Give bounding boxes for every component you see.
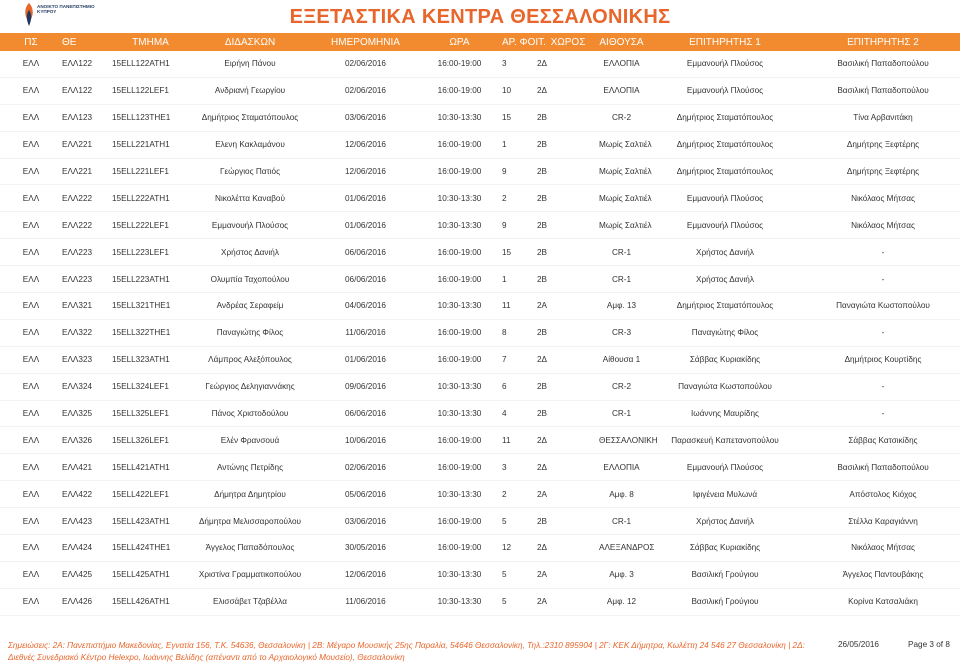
cell-location: 2Α xyxy=(537,597,548,607)
cell-module: ΕΛΛ324 xyxy=(62,382,93,392)
cell-time: 16:00-19:00 xyxy=(437,462,482,472)
cell-program: ΕΛΛ xyxy=(22,489,40,499)
cell-time: 16:00-19:00 xyxy=(437,140,482,150)
cell-module: ΕΛΛ421 xyxy=(62,462,93,472)
cell-section: 15ELL223LEF1 xyxy=(112,247,169,257)
cell-program: ΕΛΛ xyxy=(22,113,40,123)
cell-module: ΕΛΛ325 xyxy=(62,409,93,419)
cell-module: ΕΛΛ425 xyxy=(62,570,93,580)
cell-time: 10:30-13:30 xyxy=(437,113,482,123)
header-invigilator-1: ΕΠΙΤΗΡΗΤΗΣ 1 xyxy=(689,36,761,48)
cell-time: 16:00-19:00 xyxy=(437,543,482,553)
cell-section: 15ELL426ATH1 xyxy=(112,597,170,607)
cell-location: 2Δ xyxy=(537,462,548,472)
cell-module: ΕΛΛ123 xyxy=(62,113,93,123)
table-row xyxy=(0,185,960,212)
cell-students: 3 xyxy=(502,462,507,472)
cell-date: 02/06/2016 xyxy=(345,59,386,69)
cell-section: 15ELL326LEF1 xyxy=(112,435,169,445)
cell-module: ΕΛΛ222 xyxy=(62,220,93,230)
cell-program: ΕΛΛ xyxy=(22,516,40,526)
cell-invigilator-1: Βασιλική Γρούγιου xyxy=(691,597,759,607)
cell-program: ΕΛΛ xyxy=(22,86,40,96)
cell-invigilator-2: Παναγιώτα Κωστοπούλου xyxy=(836,301,930,311)
cell-invigilator-2: - xyxy=(881,328,885,338)
cell-section: 15ELL325LEF1 xyxy=(112,409,169,419)
cell-time: 10:30-13:30 xyxy=(437,382,482,392)
cell-date: 11/06/2016 xyxy=(345,597,386,607)
logo-text: ΑΝΟΙΚΤΟ ΠΑΝΕΠΙΣΤΗΜΙΟ ΚΥΠΡΟΥ xyxy=(37,4,95,15)
cell-date: 06/06/2016 xyxy=(345,274,386,284)
cell-section: 15ELL122LEF1 xyxy=(112,86,169,96)
table-row xyxy=(0,78,960,105)
cell-students: 11 xyxy=(502,435,511,445)
cell-date: 06/06/2016 xyxy=(345,247,386,257)
cell-time: 10:30-13:30 xyxy=(437,570,482,580)
cell-location: 2Β xyxy=(537,516,548,526)
cell-location: 2Β xyxy=(537,247,548,257)
cell-program: ΕΛΛ xyxy=(22,220,40,230)
cell-location: 2Β xyxy=(537,328,548,338)
cell-time: 10:30-13:30 xyxy=(437,597,482,607)
cell-section: 15ELL123THE1 xyxy=(112,113,171,123)
cell-students: 5 xyxy=(502,516,507,526)
cell-tutor: Χρήστος Δανιήλ xyxy=(221,247,279,257)
cell-tutor: Ελέν Φρανσουά xyxy=(220,435,280,445)
cell-invigilator-1: Σάββας Κυριακίδης xyxy=(689,543,761,553)
cell-location: 2Β xyxy=(537,113,548,123)
cell-students: 4 xyxy=(502,409,507,419)
cell-date: 05/06/2016 xyxy=(345,489,386,499)
cell-students: 15 xyxy=(502,247,512,257)
cell-module: ΕΛΛ221 xyxy=(62,167,93,176)
cell-room: Αμφ. 3 xyxy=(609,570,634,580)
cell-program: ΕΛΛ xyxy=(22,274,40,284)
cell-date: 11/06/2016 xyxy=(345,328,386,338)
cell-section: 15ELL322THE1 xyxy=(112,328,171,338)
cell-tutor: Ολυμπία Ταχοπούλου xyxy=(210,274,290,284)
cell-time: 16:00-19:00 xyxy=(437,516,482,526)
cell-date: 01/06/2016 xyxy=(345,193,386,203)
cell-invigilator-2: Βασιλική Παπαδοπούλου xyxy=(837,59,929,69)
cell-tutor: Πάνος Χριστοδούλου xyxy=(211,409,289,419)
cell-location: 2Α xyxy=(537,570,548,580)
cell-invigilator-1: Παρασκευή Καπετανοπούλου xyxy=(671,435,779,445)
cell-date: 12/06/2016 xyxy=(345,570,386,580)
cell-module: ΕΛΛ122 xyxy=(62,86,93,96)
table-row xyxy=(0,508,960,535)
cell-room: ΑΛΕΞΑΝΔΡΟΣ xyxy=(599,543,655,553)
cell-location: 2Β xyxy=(537,409,548,419)
cell-students: 2 xyxy=(502,193,507,203)
cell-program: ΕΛΛ xyxy=(22,301,40,311)
cell-tutor: Ειρήνη Πάνου xyxy=(224,59,276,69)
cell-tutor: Ελενη Κακλαμάνου xyxy=(215,140,285,150)
cell-room: Αίθουσα 1 xyxy=(602,355,641,365)
table-row xyxy=(0,427,960,454)
cell-program: ΕΛΛ xyxy=(22,409,40,419)
cell-module: ΕΛΛ422 xyxy=(62,489,93,499)
cell-invigilator-1: Εμμανουήλ Πλούσος xyxy=(686,86,764,96)
cell-program: ΕΛΛ xyxy=(22,435,40,445)
cell-tutor: Χριστίνα Γραμματικοπούλου xyxy=(198,570,302,580)
cell-module: ΕΛΛ221 xyxy=(62,140,93,150)
table-row xyxy=(0,589,960,616)
cell-invigilator-2: Άγγελος Παντουβάκης xyxy=(842,570,924,580)
cell-program: ΕΛΛ xyxy=(22,462,40,472)
cell-program: ΕΛΛ xyxy=(22,59,40,69)
cell-room: CR-1 xyxy=(611,516,632,526)
table-row xyxy=(0,481,960,508)
cell-date: 30/05/2016 xyxy=(345,543,386,553)
cell-tutor: Νικολέττα Καναβού xyxy=(215,193,285,203)
cell-location: 2Β xyxy=(537,167,548,176)
cell-tutor: Αντώνης Πετρίδης xyxy=(216,462,284,472)
cell-tutor: Ανδρέας Σεραφείμ xyxy=(216,301,284,311)
header-section: ΤΜΗΜΑ xyxy=(132,36,169,48)
cell-invigilator-2: Νικόλαος Μήτσας xyxy=(851,220,915,230)
cell-module: ΕΛΛ326 xyxy=(62,435,93,445)
cell-room: CR-1 xyxy=(611,247,632,257)
cell-invigilator-2: Δημήτρης Ξεφτέρης xyxy=(846,167,920,176)
header-students: ΑΡ. ΦΟΙΤ. xyxy=(502,36,546,48)
header-date: ΗΜΕΡΟΜΗΝΙΑ xyxy=(331,36,400,48)
cell-invigilator-1: Εμμανουήλ Πλούσος xyxy=(686,193,764,203)
cell-module: ΕΛΛ223 xyxy=(62,274,93,284)
cell-room: ΘΕΣΣΑΛΟΝΙΚΗ xyxy=(599,435,658,445)
cell-program: ΕΛΛ xyxy=(22,247,40,257)
cell-tutor: Ανδριανή Γεωργίου xyxy=(214,86,286,96)
cell-invigilator-2: Κορίνα Κατσαλιάκη xyxy=(848,597,918,607)
cell-date: 04/06/2016 xyxy=(345,301,386,311)
cell-invigilator-1: Δημήτριος Σταματόπουλος xyxy=(676,140,774,150)
cell-module: ΕΛΛ322 xyxy=(62,328,93,338)
page-number: Page 3 of 8 xyxy=(908,640,950,649)
cell-students: 15 xyxy=(502,113,512,123)
cell-location: 2Δ xyxy=(537,543,548,553)
cell-module: ΕΛΛ426 xyxy=(62,597,93,607)
cell-program: ΕΛΛ xyxy=(22,570,40,580)
cell-invigilator-2: Σάββας Κατσικίδης xyxy=(848,435,918,445)
cell-time: 16:00-19:00 xyxy=(437,167,482,176)
header-tutor: ΔΙΔΑΣΚΩΝ xyxy=(224,36,276,48)
cell-program: ΕΛΛ xyxy=(22,140,40,150)
cell-room: Μωρίς Σαλτιέλ xyxy=(599,167,652,176)
cell-section: 15ELL421ATH1 xyxy=(112,462,170,472)
cell-invigilator-2: Νικόλαος Μήτσας xyxy=(851,543,915,553)
table-row xyxy=(0,159,960,186)
header-time: ΩΡΑ xyxy=(449,36,470,48)
cell-invigilator-2: Δημήτρης Ξεφτέρης xyxy=(846,140,920,150)
cell-program: ΕΛΛ xyxy=(22,193,40,203)
cell-date: 02/06/2016 xyxy=(345,462,386,472)
cell-program: ΕΛΛ xyxy=(22,355,40,365)
cell-time: 16:00-19:00 xyxy=(437,86,482,96)
cell-time: 16:00-19:00 xyxy=(437,435,482,445)
cell-room: ΕΛΛΟΠΙΑ xyxy=(603,86,640,96)
table-row xyxy=(0,535,960,562)
cell-invigilator-1: Ιωάννης Μαυρίδης xyxy=(691,409,759,419)
cell-room: Αμφ. 8 xyxy=(609,489,634,499)
footer-notes xyxy=(8,640,808,664)
cell-invigilator-1: Βασιλική Γρούγιου xyxy=(691,570,759,580)
cell-location: 2Α xyxy=(537,301,548,311)
cell-students: 8 xyxy=(502,328,507,338)
cell-invigilator-1: Παναγιώτα Κωστοπούλου xyxy=(678,382,772,392)
table-row xyxy=(0,239,960,266)
cell-date: 10/06/2016 xyxy=(345,435,386,445)
cell-invigilator-1: Δημήτριος Σταματόπουλος xyxy=(676,167,774,176)
cell-location: 2Δ xyxy=(537,435,548,445)
cell-date: 06/06/2016 xyxy=(345,409,386,419)
cell-room: CR-3 xyxy=(611,328,632,338)
table-row xyxy=(0,562,960,589)
cell-location: 2Β xyxy=(537,193,548,203)
cell-module: ΕΛΛ424 xyxy=(62,543,93,553)
cell-room: CR-2 xyxy=(611,113,632,123)
cell-room: Μωρίς Σαλτιέλ xyxy=(599,140,652,150)
cell-time: 10:30-13:30 xyxy=(437,301,482,311)
footer-notes-line-1: Σημειώσεις: 2Α: Πανεπιστήμιο Μακεδονίας, Εγνατία 156, Τ.Κ. 54636, Θεσσαλονίκη | 2Β: Μέγαρο Μουσικής 25ης Παραλία, 54646 Θεσσαλονίκη, Τηλ.:2310 895904 | 2Γ: ΚΕΚ Δήμητρα, Κωλέττη 24 546 27 Θεσσαλονίκη | 2Δ: xyxy=(8,641,805,650)
cell-program: ΕΛΛ xyxy=(22,543,40,553)
cell-room: Μωρίς Σαλτιέλ xyxy=(599,193,652,203)
cell-tutor: Γεώργιος Πατιός xyxy=(219,167,281,176)
cell-students: 6 xyxy=(502,382,507,392)
cell-invigilator-1: Εμμανουήλ Πλούσος xyxy=(686,220,764,230)
cell-module: ΕΛΛ321 xyxy=(62,301,93,311)
cell-section: 15ELL222LEF1 xyxy=(112,220,169,230)
cell-section: 15ELL424THE1 xyxy=(112,543,171,553)
cell-program: ΕΛΛ xyxy=(22,328,40,338)
cell-location: 2Β xyxy=(537,274,548,284)
cell-date: 02/06/2016 xyxy=(345,86,386,96)
cell-students: 9 xyxy=(502,167,507,176)
cell-section: 15ELL423ATH1 xyxy=(112,516,170,526)
cell-invigilator-2: - xyxy=(881,382,885,392)
cell-invigilator-2: - xyxy=(881,274,885,284)
cell-invigilator-1: Χρήστος Δανιήλ xyxy=(696,516,754,526)
cell-invigilator-1: Δημήτριος Σταματόπουλος xyxy=(676,113,774,123)
cell-section: 15ELL221LEF1 xyxy=(112,167,169,176)
cell-invigilator-2: Στέλλα Καραγιάννη xyxy=(848,516,918,526)
cell-date: 12/06/2016 xyxy=(345,140,386,150)
header-location: ΧΩΡΟΣ xyxy=(550,36,586,48)
cell-date: 03/06/2016 xyxy=(345,113,386,123)
header-invigilator-2: ΕΠΙΤΗΡΗΤΗΣ 2 xyxy=(847,36,919,48)
cell-invigilator-1: Εμμανουήλ Πλούσος xyxy=(686,462,764,472)
cell-tutor: Δημήτριος Σταματόπουλος xyxy=(201,113,299,123)
cell-tutor: Ελισσάβετ Τζαβέλλα xyxy=(213,597,287,607)
cell-date: 12/06/2016 xyxy=(345,167,386,176)
cell-students: 2 xyxy=(502,489,507,499)
cell-section: 15ELL122ATH1 xyxy=(112,59,170,69)
cell-date: 01/06/2016 xyxy=(345,355,386,365)
cell-room: Μωρίς Σαλτιέλ xyxy=(599,220,652,230)
cell-invigilator-2: Νικόλαος Μήτσας xyxy=(851,193,915,203)
cell-time: 16:00-19:00 xyxy=(437,247,482,257)
cell-program: ΕΛΛ xyxy=(22,597,40,607)
header-program: ΠΣ xyxy=(24,36,38,48)
header-room: ΑΙΘΟΥΣΑ xyxy=(599,36,644,48)
cell-location: 2Β xyxy=(537,220,548,230)
cell-section: 15ELL223ATH1 xyxy=(112,274,170,284)
cell-invigilator-1: Δημήτριος Σταματόπουλος xyxy=(676,301,774,311)
table-row xyxy=(0,320,960,347)
cell-room: ΕΛΛΟΠΙΑ xyxy=(603,462,640,472)
cell-room: Αμφ. 12 xyxy=(606,597,637,607)
footer-date: 26/05/2016 xyxy=(838,640,879,649)
cell-section: 15ELL222ATH1 xyxy=(112,193,170,203)
table-row xyxy=(0,212,960,239)
cell-invigilator-1: Παναγιώτης Φίλος xyxy=(691,328,759,338)
cell-invigilator-1: Ιφιγένεια Μυλωνά xyxy=(692,489,758,499)
cell-students: 10 xyxy=(502,86,512,96)
cell-location: 2Β xyxy=(537,140,548,150)
cell-location: 2Α xyxy=(537,489,548,499)
cell-tutor: Δήμητρα Δημητρίου xyxy=(214,489,286,499)
cell-time: 10:30-13:30 xyxy=(437,409,482,419)
cell-students: 5 xyxy=(502,597,507,607)
cell-invigilator-2: Απόστολος Κιόχος xyxy=(849,489,917,499)
cell-time: 16:00-19:00 xyxy=(437,59,482,69)
cell-room: CR-1 xyxy=(611,274,632,284)
cell-students: 1 xyxy=(502,274,507,284)
cell-date: 09/06/2016 xyxy=(345,382,386,392)
cell-students: 7 xyxy=(502,355,507,365)
cell-time: 10:30-13:30 xyxy=(437,489,482,499)
cell-room: ΕΛΛΟΠΙΑ xyxy=(603,59,640,69)
cell-tutor: Λάμπρος Αλεξόπουλος xyxy=(208,355,292,365)
cell-invigilator-2: Δημήτριος Κουρτίδης xyxy=(844,355,922,365)
cell-module: ΕΛΛ423 xyxy=(62,516,93,526)
cell-tutor: Γεώργιος Δεληγιαννάκης xyxy=(205,382,295,392)
cell-invigilator-2: - xyxy=(881,409,885,419)
cell-time: 16:00-19:00 xyxy=(437,355,482,365)
cell-location: 2Δ xyxy=(537,355,548,365)
cell-students: 1 xyxy=(502,140,507,150)
cell-module: ΕΛΛ323 xyxy=(62,355,93,365)
table-row xyxy=(0,293,960,320)
cell-invigilator-1: Χρήστος Δανιήλ xyxy=(696,247,754,257)
exam-table xyxy=(0,51,960,616)
page-title: ΕΞΕΤΑΣΤΙΚΑ ΚΕΝΤΡΑ ΘΕΣΣΑΛΟΝΙΚΗΣ xyxy=(289,6,671,28)
cell-students: 3 xyxy=(502,59,507,69)
cell-section: 15ELL324LEF1 xyxy=(112,382,169,392)
cell-module: ΕΛΛ223 xyxy=(62,247,93,257)
table-row xyxy=(0,454,960,481)
cell-time: 16:00-19:00 xyxy=(437,328,482,338)
cell-invigilator-1: Σάββας Κυριακίδης xyxy=(689,355,761,365)
cell-students: 5 xyxy=(502,570,507,580)
cell-students: 9 xyxy=(502,220,507,230)
cell-room: CR-1 xyxy=(611,409,632,419)
cell-date: 01/06/2016 xyxy=(345,220,386,230)
table-row xyxy=(0,347,960,374)
cell-location: 2Β xyxy=(537,382,548,392)
cell-invigilator-2: - xyxy=(881,247,885,257)
cell-invigilator-2: Βασιλική Παπαδοπούλου xyxy=(837,86,929,96)
cell-module: ΕΛΛ222 xyxy=(62,193,93,203)
cell-program: ΕΛΛ xyxy=(22,167,40,176)
table-row xyxy=(0,374,960,401)
cell-tutor: Δήμητρα Μελισσαροπούλου xyxy=(198,516,302,526)
table-row xyxy=(0,132,960,159)
cell-section: 15ELL321THE1 xyxy=(112,301,171,311)
cell-tutor: Παναγιώτης Φίλος xyxy=(216,328,284,338)
cell-section: 15ELL422LEF1 xyxy=(112,489,169,499)
cell-invigilator-1: Χρήστος Δανιήλ xyxy=(696,274,754,284)
cell-students: 12 xyxy=(502,543,512,553)
table-row xyxy=(0,266,960,293)
cell-location: 2Δ xyxy=(537,86,548,96)
header-module: ΘΕ xyxy=(62,36,77,48)
cell-students: 11 xyxy=(502,301,511,311)
table-header xyxy=(0,33,960,51)
cell-tutor: Εμμανουήλ Πλούσος xyxy=(211,220,289,230)
cell-program: ΕΛΛ xyxy=(22,382,40,392)
table-row xyxy=(0,401,960,428)
cell-date: 03/06/2016 xyxy=(345,516,386,526)
cell-time: 16:00-19:00 xyxy=(437,274,482,284)
cell-invigilator-2: Τίνα Αρβανιτάκη xyxy=(853,113,913,123)
cell-tutor: Άγγελος Παπαδόπουλος xyxy=(205,543,295,553)
cell-section: 15ELL221ATH1 xyxy=(112,140,170,150)
cell-time: 10:30-13:30 xyxy=(437,193,482,203)
cell-location: 2Δ xyxy=(537,59,548,69)
cell-section: 15ELL323ATH1 xyxy=(112,355,170,365)
cell-room: CR-2 xyxy=(611,382,632,392)
cell-time: 10:30-13:30 xyxy=(437,220,482,230)
table-row xyxy=(0,105,960,132)
cell-room: Αμφ. 13 xyxy=(606,301,637,311)
cell-invigilator-2: Βασιλική Παπαδοπούλου xyxy=(837,462,929,472)
cell-invigilator-1: Εμμανουήλ Πλούσος xyxy=(686,59,764,69)
footer-notes-line-2: Διεθνές Συνεδριακό Κέντρο Helexpo, Ιωάννης Βελίδης (απέναντι από το Αρχαιολογικό Μουσείο), Θεσσαλονίκη xyxy=(8,653,405,662)
cell-section: 15ELL425ATH1 xyxy=(112,570,170,580)
table-row xyxy=(0,51,960,78)
cell-module: ΕΛΛ122 xyxy=(62,59,93,69)
